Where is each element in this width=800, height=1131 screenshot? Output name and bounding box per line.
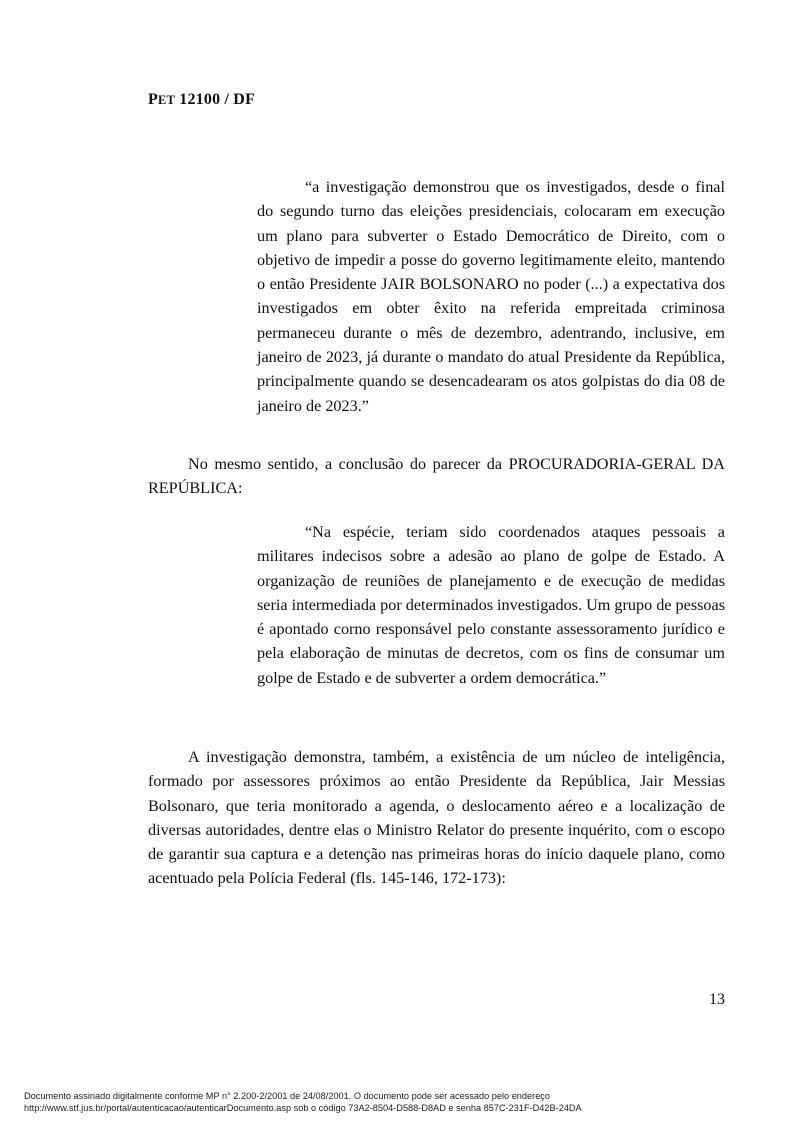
paragraph-pgr-conclusion: No mesmo sentido, a conclusão do parecer da PROCURADORIA-GERAL DA REPÚBLICA: — [148, 455, 725, 498]
paragraph-intelligence-nucleus: A investigação demonstra, também, a existência de um núcleo de inteligência, formado por assessores próximos ao então Presidente da República, Jair Messias Bolsonaro, que teria monitorado a agenda, o deslocamento aéreo e a localização de diversas autoridades, dentre elas o Ministro Relator do presente inquérito, com o escopo de garantir sua captura e a detenção nas primeiras horas do início daquele plano, como acentuado pela Polícia Federal (fls. 145-146, 172-173): — [148, 748, 725, 888]
signature-footer — [24, 1090, 784, 1114]
case-prefix-initial: P — [148, 91, 158, 108]
case-number: 12100 / DF — [179, 91, 256, 108]
quote-text: “a investigação demonstrou que os investigados, desde o final do segundo turno das eleições presidenciais, colocaram em execução um plano para subverter o Estado Democrático de Direito, com o objetivo de impedir a posse do governo legitimamente eleito, mantendo o então Presidente JAIR BOLSONARO no poder (...) a expectativa dos investigados em obter êxito na referida empreitada criminosa permaneceu durante o mês de dezembro, adentrando, inclusive, em janeiro de 2023, já durante o mandato do atual Presidente da República, principalmente quando se desencadearam os atos golpistas do dia 08 de janeiro de 2023.” — [257, 178, 725, 415]
page-number: 13 — [709, 991, 725, 1008]
case-prefix-rest: ET — [157, 93, 176, 107]
block-quote-investigation — [257, 175, 725, 418]
block-quote-pgr — [257, 520, 725, 690]
quote-text: “Na espécie, teriam sido coordenados ataques pessoais a militares indecisos sobre a adesão ao plano de golpe de Estado. A organização de reuniões de planejamento e de execução de medidas seria intermediada por determinados investigados. Um grupo de pessoas é apontado corno responsável pelo constante assessoramento jurídico e pela elaboração de minutas de decretos, com os fins de consumar um golpe de Estado e de subverter a ordem democrática.” — [257, 523, 725, 687]
footer-line-2: http://www.stf.jus.br/portal/autenticacao/autenticarDocumento.asp sob o código 73A2-8504-D588-D8AD e senha 857C-231F-D42B-24DA — [24, 1103, 582, 1113]
case-header — [148, 91, 255, 109]
footer-line-1: Documento assinado digitalmente conforme MP n° 2.200-2/2001 de 24/08/2001. O documento pode ser acessado pelo endereço — [24, 1091, 551, 1101]
